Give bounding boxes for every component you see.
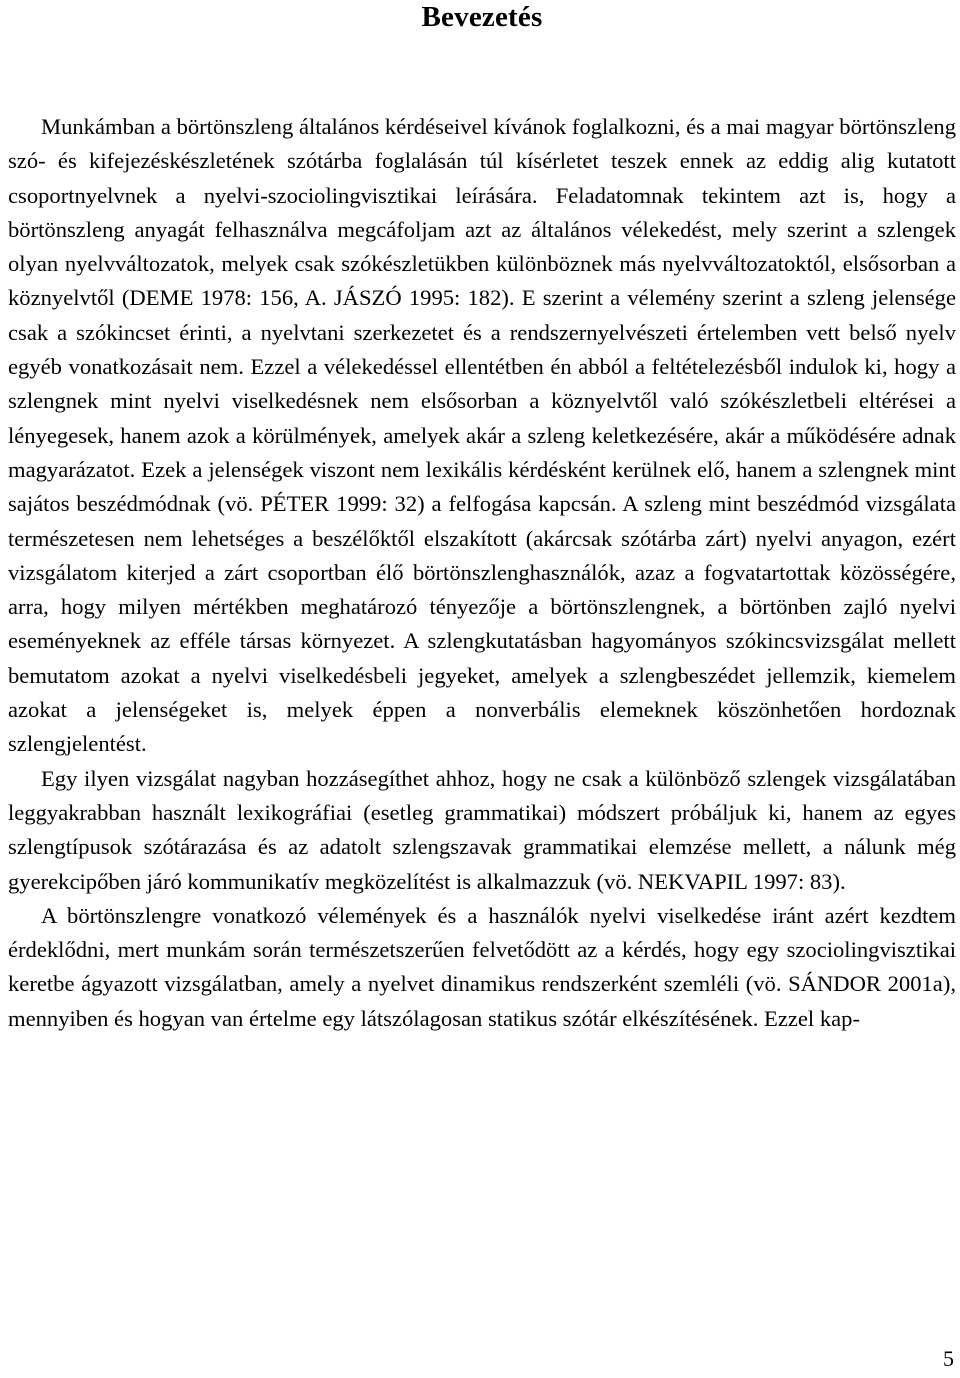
document-page (8, 0, 956, 1036)
paragraph-2: Egy ilyen vizsgálat nagyban hozzásegíthet ahhoz, hogy ne csak a különböző szlengek vizsgálatában leggyakrabban használt lexikográfiai (esetleg grammatikai) módszert próbáljuk ki, hanem az egyes szlengtípusok szótárazása és az adatolt szlengszavak grammatikai elemzése mellett, a nálunk még gyerekcipőben járó kommunikatív megközelítést is alkalmazzuk (vö. NEKVAPIL 1997: 83). (8, 765, 956, 894)
page-number: 5 (943, 1346, 954, 1371)
paragraph-1: Munkámban a börtönszleng általános kérdéseivel kívánok foglalkozni, és a mai magyar börtönszleng szó- és kifejezéskészletének szótárba foglalásán túl kísérletet teszek ennek az eddig alig kutatott csoportnyelvnek a nyelvi-szociolingvisztikai leírására. Feladatomnak tekintem azt is, hogy a börtönszleng anyagát felhasználva megcáfoljam azt az általános vélekedést, mely szerint a szlengek olyan nyelvváltozatok, melyek csak szókészletükben különböznek más nyelvváltozatoktól, elsősorban a köznyelvtől (DEME 1978: 156, A. JÁSZÓ 1995: 182). E szerint a vélemény szerint a szleng jelensége csak a szókincset érinti, a nyelvtani szerkezetet és a rendszernyelvészeti értelemben vett belső nyelv egyéb vonatkozásait nem. Ezzel a vélekedéssel ellentétben én abból a feltételezésből indulok ki, hogy a szlengnek mint nyelvi viselkedésnek nem elsősorban a köznyelvtől való szókészletbeli eltérései a lényegesek, hanem azok a körülmények, amelyek akár a szleng keletkezésére, akár a működésére adnak magyarázatot. Ezek a jelenségek viszont nem lexikális kérdésként kerülnek elő, hanem a szlengnek mint sajátos beszédmódnak (vö. PÉTER 1999: 32) a felfogása kapcsán. A szleng mint beszédmód vizsgálata természetesen nem lehetséges a beszélőktől elszakított (akárcsak szótárba zárt) nyelvi anyagon, ezért vizsgálatom kiterjed a zárt csoportban élő börtönszlenghasználók, azaz a fogvatartottak közösségére, arra, hogy milyen mértékben meghatározó tényezője a börtönszlengnek, a börtönben zajló nyelvi eseményeknek az efféle társas környezet. A szlengkutatásban hagyományos szókincsvizsgálat mellett bemutatom azokat a nyelvi viselkedésbeli jegyeket, amelyek a szlengbeszédet jellemzik, kiemelem azokat a jelenségeket is, melyek éppen a nonverbális elemeknek köszönhetően hordoznak szlengjelentést. (8, 114, 956, 757)
page-title: Bevezetés (421, 1, 543, 33)
paragraph-3: A börtönszlengre vonatkozó vélemények és a használók nyelvi viselkedése iránt azért kezdtem érdeklődni, mert munkám során természetszerűen felvetődött az a kérdés, hogy egy szociolingvisztikai keretbe ágyazott vizsgálatban, amely a nyelvet dinamikus rendszerként szemléli (vö. SÁNDOR 2001a), mennyiben és hogyan van értelme egy látszólagosan statikus szótár elkészítésének. Ezzel kap- (8, 902, 956, 1031)
body-text (8, 110, 956, 1036)
